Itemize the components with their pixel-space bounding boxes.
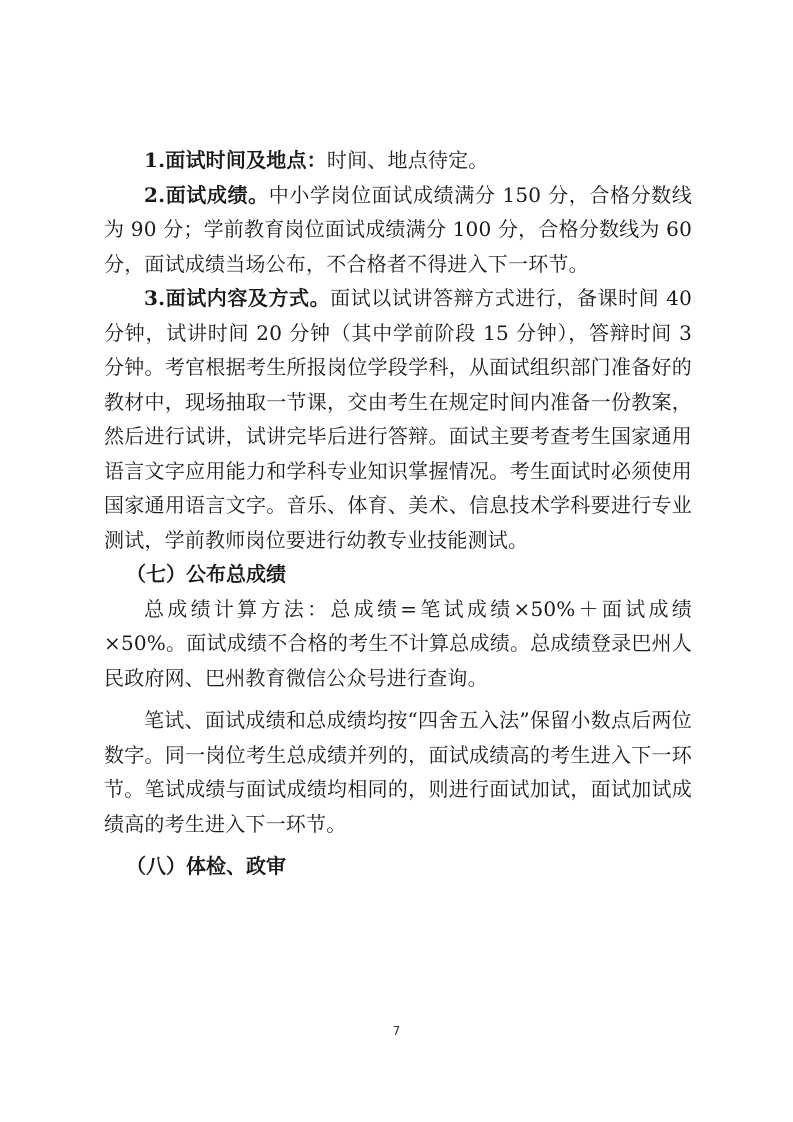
paragraph-interview-score (104, 178, 692, 282)
paragraph-label: 3.面试内容及方式。 (144, 286, 331, 310)
paragraph-total-score-method: 总成绩计算方法：总成绩=笔试成绩×50%＋面试成绩×50%。面试成绩不合格的考生不计算总成绩。总成绩登录巴州人民政府网、巴州教育微信公众号进行查询。 (104, 596, 692, 690)
paragraph-text: 时间、地点待定。 (326, 148, 489, 172)
paragraph-text: 面试以试讲答辩方式进行，备课时间 40 分钟，试讲时间 20 分钟（其中学前阶段 15 分钟），答辩时间 3 分钟。考官根据考生所报岗位学段学科，从面试组织部门准备好的教材中，现场抽取一节课，交由考生在规定时间内准备一份教案，然后进行试讲，试讲完毕后进行答辩。面试主要考查考生国家通用语言文字应用能力和学科专业知识掌握情况。考生面试时必须使用国家通用语言文字。音乐、体育、美术、信息技术学科要进行专业测试，学前教师岗位要进行幼教专业技能测试。 (104, 286, 692, 552)
section-heading-8: （八）体检、政审 (126, 854, 286, 878)
paragraph-rounding-rule: 笔试、面试成绩和总成绩均按“四舍五入法”保留小数点后两位数字。同一岗位考生总成绩并列的，面试成绩高的考生进入下一环节。笔试成绩与面试成绩均相同的，则进行面试加试，面试加试成绩高的考生进入下一环节。 (104, 708, 692, 836)
paragraph-interview-content (104, 281, 692, 557)
section-heading-7: （七）公布总成绩 (126, 562, 286, 586)
paragraph-text: 中小学岗位面试成绩满分 150 分，合格分数线为 90 分；学前教育岗位面试成绩满分 100 分，合格分数线为 60 分，面试成绩当场公布，不合格者不得进入下一环节。 (104, 182, 692, 276)
document-body (104, 143, 692, 884)
page-number: 7 (392, 1024, 401, 1038)
paragraph-interview-time (104, 143, 692, 178)
paragraph-gap (104, 695, 692, 703)
paragraph-label: 1.面试时间及地点： (144, 148, 327, 172)
paragraph-label: 2.面试成绩。 (144, 182, 269, 207)
paragraph-gap (104, 841, 692, 849)
